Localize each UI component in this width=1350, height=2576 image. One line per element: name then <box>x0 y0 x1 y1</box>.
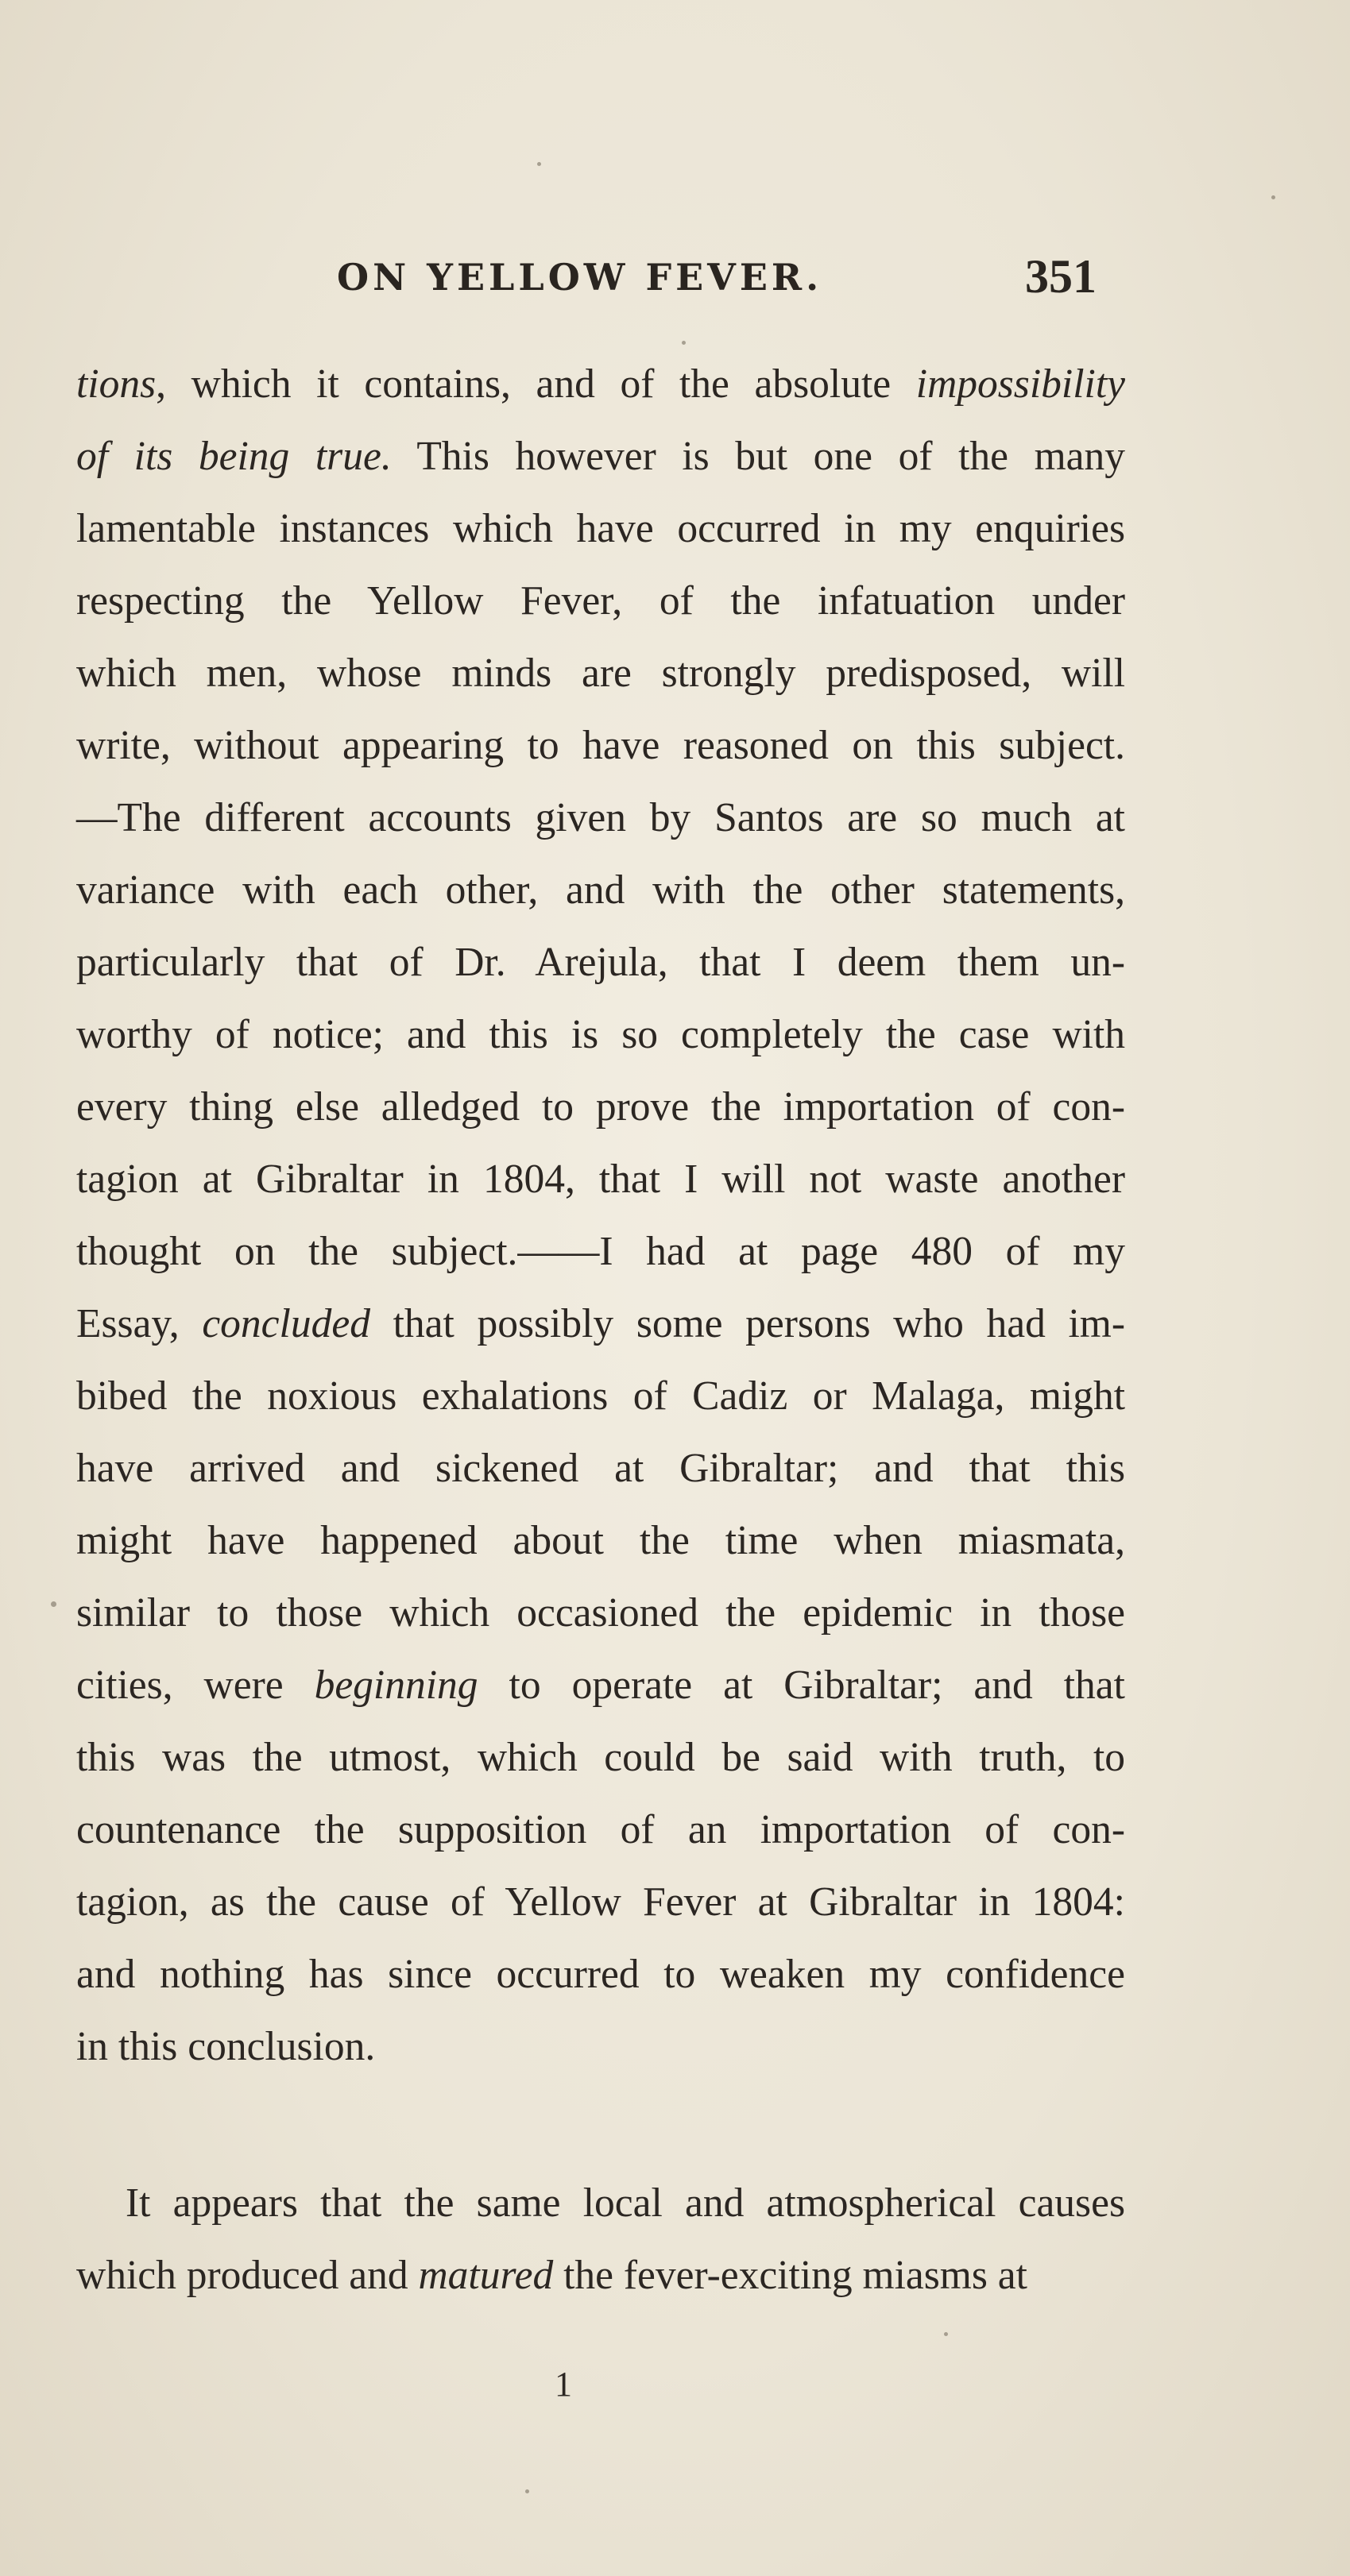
text-run: bibed the noxious exhalations of Cadiz or Malaga, might <box>76 1373 1125 1419</box>
text-run: that possibly some persons who had im- <box>369 1301 1125 1346</box>
text-run: which produced and <box>76 2253 419 2298</box>
text-run: have arrived and sickened at Gibraltar; and that this <box>76 1446 1125 1491</box>
text-line <box>76 2239 1125 2311</box>
text-run: It appears that the same local and atmospherical causes <box>126 2180 1125 2226</box>
paper-speck <box>944 2332 948 2336</box>
text-run: might have happened about the time when miasmata, <box>76 1518 1125 1563</box>
text-line <box>76 926 1125 998</box>
italic-text: matured <box>418 2253 554 2298</box>
running-head: ON YELLOW FEVER. <box>337 256 823 299</box>
text-run: thought on the subject.——I had at page 480 of my <box>76 1229 1125 1274</box>
text-line <box>76 782 1125 854</box>
text-line <box>76 1649 1125 1721</box>
italic-text: tions <box>76 361 157 407</box>
text-run: in this conclusion. <box>76 2024 376 2069</box>
signature-mark: 1 <box>555 2365 572 2404</box>
text-run: similar to those which occasioned the epidemic in those <box>76 1590 1125 1636</box>
text-run: this was the utmost, which could be said with truth, to <box>76 1735 1125 1780</box>
text-run: lamentable instances which have occurred in my enquiries <box>76 506 1125 551</box>
italic-text: concluded <box>202 1301 370 1346</box>
text-run: cities, were <box>76 1663 315 1708</box>
paper-speck <box>537 162 541 166</box>
paper-speck <box>682 341 686 345</box>
text-line <box>76 420 1125 492</box>
text-line <box>76 1794 1125 1866</box>
paper-speck <box>525 2489 529 2493</box>
text-run: tagion at Gibraltar in 1804, that I will not waste another <box>76 1157 1125 1202</box>
text-run: tagion, as the cause of Yellow Fever at Gibraltar in 1804: <box>76 1879 1125 1925</box>
text-line <box>76 1215 1125 1288</box>
paragraph-gap <box>76 2083 1125 2167</box>
text-run: the fever-exciting miasms at <box>553 2253 1027 2298</box>
paper-speck <box>1271 195 1275 199</box>
body-text <box>76 348 1125 2311</box>
text-line <box>76 2010 1125 2083</box>
text-line <box>76 1288 1125 1360</box>
text-line <box>76 1071 1125 1143</box>
text-line <box>76 1504 1125 1577</box>
italic-text: impossibility <box>915 361 1125 407</box>
text-run: particularly that of Dr. Arejula, that I deem them un- <box>76 940 1125 985</box>
text-run: Essay, <box>76 1301 203 1346</box>
text-line <box>76 348 1125 420</box>
text-run: countenance the supposition of an importation of con- <box>76 1807 1125 1852</box>
text-line <box>76 1360 1125 1432</box>
text-run: —The different accounts given by Santos are so much at <box>76 795 1125 840</box>
text-line <box>76 2167 1125 2239</box>
text-line <box>76 1143 1125 1215</box>
page-number: 351 <box>1025 250 1097 303</box>
text-line <box>76 998 1125 1071</box>
text-line <box>76 1866 1125 1938</box>
text-line <box>76 1938 1125 2010</box>
text-run: to operate at Gibraltar; and that <box>478 1663 1125 1708</box>
text-line <box>76 1432 1125 1504</box>
text-line <box>76 565 1125 637</box>
text-run: which men, whose minds are strongly predisposed, will <box>76 651 1125 696</box>
text-run: and nothing has since occurred to weaken my confidence <box>76 1952 1125 1997</box>
text-line <box>76 1577 1125 1649</box>
text-line <box>76 854 1125 926</box>
text-run: respecting the Yellow Fever, of the infatuation under <box>76 578 1125 624</box>
text-run: write, without appearing to have reasoned on this subject. <box>76 723 1125 768</box>
text-run: variance with each other, and with the other statements, <box>76 867 1125 913</box>
text-line <box>76 492 1125 565</box>
paper-speck <box>51 1601 56 1607</box>
text-line <box>76 1721 1125 1794</box>
text-run: every thing else alledged to prove the importation of con- <box>76 1084 1125 1130</box>
text-line <box>76 637 1125 709</box>
page-header <box>0 250 1350 311</box>
text-run: This however is but one of the many <box>391 434 1126 479</box>
text-run: worthy of notice; and this is so completely the case with <box>76 1012 1125 1057</box>
text-run: , which it contains, and of the absolute <box>156 361 916 407</box>
italic-text: beginning <box>314 1663 478 1708</box>
italic-text: of its being true. <box>76 434 392 479</box>
text-line <box>76 709 1125 782</box>
